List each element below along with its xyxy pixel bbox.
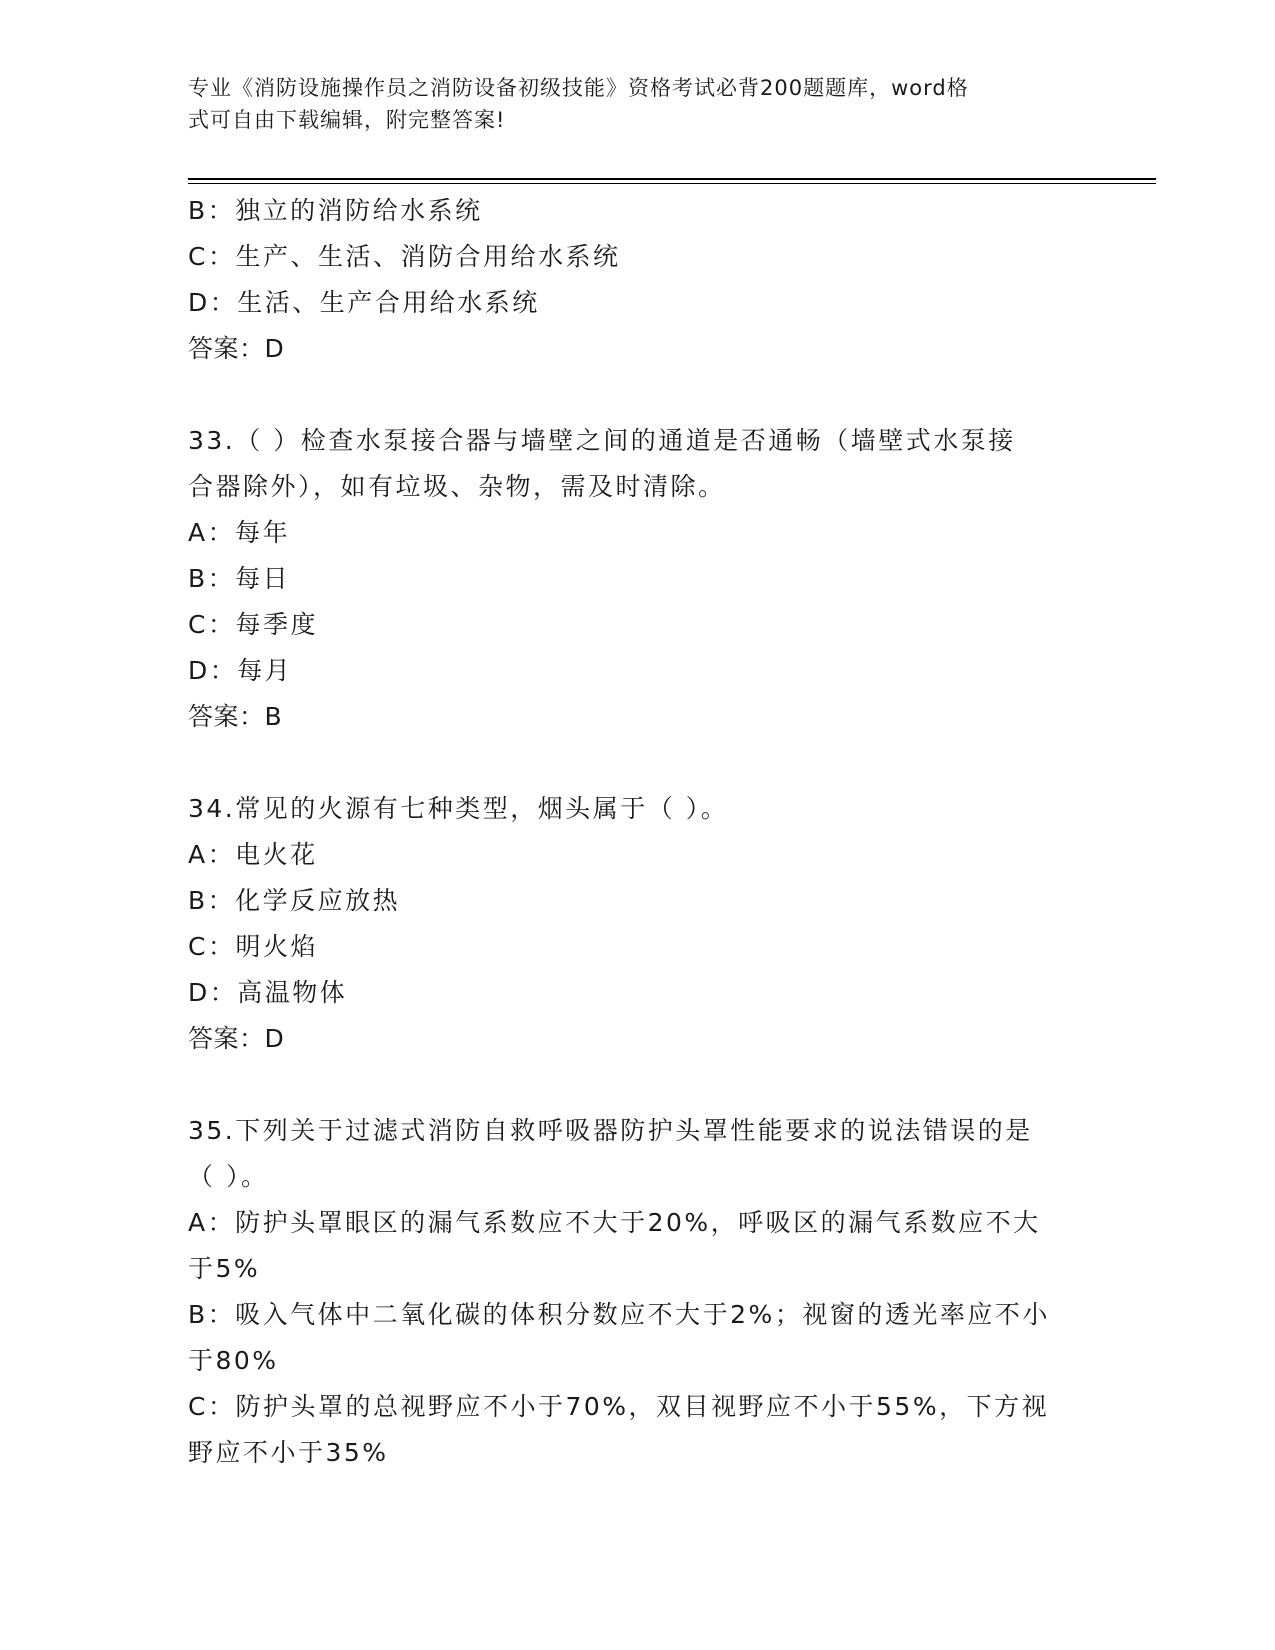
spacer — [188, 1062, 1088, 1108]
document-header — [188, 72, 1088, 136]
option-c: C：每季度 — [188, 610, 318, 639]
question-33 — [188, 418, 1088, 740]
header-rule-thin — [188, 183, 1156, 184]
option-a-line-1: A：防护头罩眼区的漏气系数应不大于20%，呼吸区的漏气系数应不大 — [188, 1208, 1041, 1237]
answer: 答案：D — [188, 1024, 285, 1053]
spacer — [188, 740, 1088, 786]
option-b: B：化学反应放热 — [188, 886, 401, 915]
option-b-line-1: B：吸入气体中二氧化碳的体积分数应不大于2%；视窗的透光率应不小 — [188, 1300, 1050, 1329]
answer: 答案：B — [188, 702, 283, 731]
option-d: D：生活、生产合用给水系统 — [188, 288, 540, 317]
header-line-2: 式可自由下载编辑，附完整答案! — [188, 108, 506, 132]
question-stem-line-2: 合器除外），如有垃圾、杂物，需及时清除。 — [188, 472, 726, 501]
question-35 — [188, 1108, 1088, 1476]
question-content — [188, 188, 1088, 1476]
question-34 — [188, 786, 1088, 1062]
option-c: C：明火焰 — [188, 932, 318, 961]
header-rule-thick — [188, 178, 1156, 180]
option-c: C：生产、生活、消防合用给水系统 — [188, 242, 621, 271]
option-a: A：每年 — [188, 518, 291, 547]
question-stem-line-1: 34.常见的火源有七种类型，烟头属于（ ）。 — [188, 794, 729, 823]
question-stem-line-1: 35.下列关于过滤式消防自救呼吸器防护头罩性能要求的说法错误的是 — [188, 1116, 1033, 1145]
question-32 — [188, 188, 1088, 372]
option-a-line-2: 于5% — [188, 1254, 261, 1283]
option-c-line-2: 野应不小于35% — [188, 1438, 389, 1467]
option-b: B：每日 — [188, 564, 291, 593]
header-line-1: 专业《消防设施操作员之消防设备初级技能》资格考试必背200题题库，word格 — [188, 76, 969, 100]
option-c-line-1: C：防护头罩的总视野应不小于70%，双目视野应不小于55%，下方视 — [188, 1392, 1050, 1421]
question-stem-line-2: （ ）。 — [188, 1162, 269, 1191]
option-a: A：电火花 — [188, 840, 318, 869]
question-stem-line-1: 33.（ ）检查水泵接合器与墙壁之间的通道是否通畅（墙壁式水泵接 — [188, 426, 1016, 455]
option-b-line-2: 于80% — [188, 1346, 279, 1375]
option-d: D：高温物体 — [188, 978, 348, 1007]
option-d: D：每月 — [188, 656, 293, 685]
answer: 答案：D — [188, 334, 285, 363]
spacer — [188, 372, 1088, 418]
option-b: B：独立的消防给水系统 — [188, 196, 483, 225]
